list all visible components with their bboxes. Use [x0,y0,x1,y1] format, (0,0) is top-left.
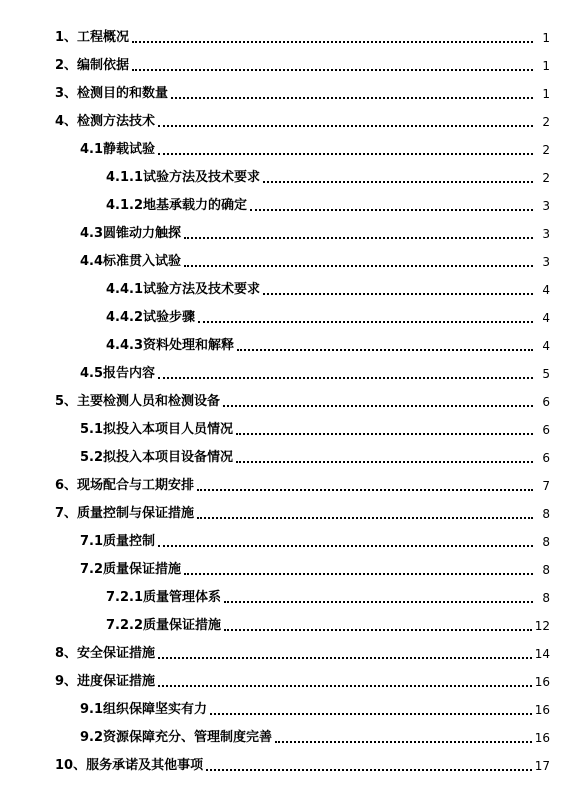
toc-entry-number: 6、 [55,478,78,493]
dot-leader [158,685,532,687]
dot-leader [184,265,533,267]
toc-entry-title: 试验方法及技术要求 [143,170,261,185]
toc-entry-title: 编制依据 [77,58,130,73]
toc-entry[interactable] [80,560,550,580]
toc-entry-number: 1、 [55,30,78,45]
toc-entry-number: 7.1 [80,534,104,549]
toc-entry-page: 1 [542,31,550,45]
toc-entry-number: 4、 [55,114,78,129]
toc-entry[interactable] [80,532,550,552]
dot-leader [210,713,532,715]
toc-entry-title: 标准贯入试验 [103,254,182,269]
toc-entry-title: 组织保障坚实有力 [103,702,208,717]
toc-entry[interactable] [80,364,550,384]
dot-leader [224,629,532,631]
toc-entry-title: 主要检测人员和检测设备 [77,394,221,409]
toc-entry-number: 4.4.2 [106,310,144,325]
toc-entry[interactable] [55,56,550,76]
toc-entry-title: 质量管理体系 [143,590,222,605]
toc-entry-title: 现场配合与工期安排 [77,478,195,493]
toc-entry-number: 5.2 [80,450,104,465]
toc-entry-number: 5.1 [80,422,104,437]
toc-entry-page: 7 [542,479,550,493]
toc-entry[interactable] [106,336,550,356]
toc-entry-number: 2、 [55,58,78,73]
toc-entry-page: 4 [542,311,550,325]
toc-entry-page: 2 [542,115,550,129]
toc-entry-page: 5 [542,367,550,381]
toc-entry-number: 9.1 [80,702,104,717]
toc-entry-number: 10、 [55,758,87,773]
toc-entry[interactable] [55,756,550,776]
toc-entry-number: 7、 [55,506,78,521]
toc-entry-number: 4.1.1 [106,170,144,185]
toc-entry-page: 17 [534,759,550,773]
toc-entry-title: 进度保证措施 [77,674,156,689]
toc-entry-page: 2 [542,171,550,185]
toc-entry-title: 工程概况 [77,30,130,45]
toc-entry-title: 质量控制与保证措施 [77,506,195,521]
toc-entry-number: 4.4 [80,254,104,269]
toc-entry[interactable] [80,700,550,720]
toc-entry-page: 8 [542,563,550,577]
toc-entry[interactable] [55,476,550,496]
toc-entry-title: 质量控制 [103,534,156,549]
toc-entry-page: 8 [542,535,550,549]
toc-entry[interactable] [106,168,550,188]
toc-entry-title: 资料处理和解释 [143,338,235,353]
toc-entry[interactable] [80,224,550,244]
toc-entry-number: 7.2.1 [106,590,144,605]
dot-leader [158,153,533,155]
toc-entry-page: 8 [542,507,550,521]
dot-leader [132,69,533,71]
dot-leader [263,181,533,183]
toc-entry-number: 4.5 [80,366,104,381]
toc-entry-number: 3、 [55,86,78,101]
toc-entry-title: 拟投入本项目人员情况 [103,422,234,437]
toc-entry-page: 6 [542,451,550,465]
dot-leader [158,545,533,547]
toc-entry-number: 8、 [55,646,78,661]
toc-entry[interactable] [106,196,550,216]
dot-leader [184,573,533,575]
toc-entry-number: 4.1 [80,142,104,157]
dot-leader [275,741,532,743]
toc-entry-title: 质量保证措施 [143,618,222,633]
toc-entry-title: 试验步骤 [143,310,196,325]
toc-entry-number: 4.4.1 [106,282,144,297]
toc-entry-page: 14 [534,647,550,661]
toc-entry-number: 9、 [55,674,78,689]
toc-entry[interactable] [106,280,550,300]
dot-leader [250,209,533,211]
toc-entry[interactable] [55,28,550,48]
dot-leader [158,125,533,127]
toc-entry[interactable] [80,252,550,272]
toc-entry-page: 4 [542,339,550,353]
dot-leader [198,321,533,323]
toc-entry-number: 4.4.3 [106,338,144,353]
toc-entry[interactable] [80,420,550,440]
dot-leader [224,601,533,603]
toc-entry-page: 12 [534,619,550,633]
dot-leader [197,517,533,519]
dot-leader [158,657,532,659]
toc-entry-page: 1 [542,59,550,73]
toc-entry-page: 4 [542,283,550,297]
toc-entry-number: 7.2 [80,562,104,577]
toc-entry-title: 地基承载力的确定 [143,198,248,213]
dot-leader [263,293,533,295]
toc-entry[interactable] [55,672,550,692]
dot-leader [236,461,533,463]
dot-leader [158,377,533,379]
dot-leader [171,97,533,99]
toc-entry[interactable] [106,308,550,328]
toc-entry-page: 2 [542,143,550,157]
toc-entry-number: 4.1.2 [106,198,144,213]
toc-entry-title: 服务承诺及其他事项 [86,758,204,773]
dot-leader [197,489,533,491]
toc-entry-title: 安全保证措施 [77,646,156,661]
toc-entry[interactable] [55,644,550,664]
toc-entry-page: 16 [534,675,550,689]
dot-leader [236,433,533,435]
toc-entry-page: 16 [534,703,550,717]
toc-entry[interactable] [80,728,550,748]
toc-entry-page: 8 [542,591,550,605]
toc-entry-page: 1 [542,87,550,101]
toc-entry-page: 3 [542,227,550,241]
toc-entry-title: 检测目的和数量 [77,86,169,101]
toc-entry-number: 5、 [55,394,78,409]
toc-entry-title: 试验方法及技术要求 [143,282,261,297]
toc-entry[interactable] [55,84,550,104]
toc-entry[interactable] [80,140,550,160]
toc-entry-title: 报告内容 [103,366,156,381]
dot-leader [237,349,533,351]
toc-entry[interactable] [55,112,550,132]
toc-entry-page: 3 [542,255,550,269]
toc-entry-page: 6 [542,395,550,409]
toc-entry-number: 4.3 [80,226,104,241]
dot-leader [132,41,533,43]
toc-entry[interactable] [55,392,550,412]
toc-entry-page: 6 [542,423,550,437]
toc-entry-title: 拟投入本项目设备情况 [103,450,234,465]
toc-entry-number: 9.2 [80,730,104,745]
dot-leader [184,237,533,239]
toc-entry-title: 圆锥动力触探 [103,226,182,241]
toc-entry-page: 3 [542,199,550,213]
toc-entry[interactable] [80,448,550,468]
toc-entry-page: 16 [534,731,550,745]
dot-leader [206,769,532,771]
toc-entry[interactable] [106,588,550,608]
toc-entry-title: 检测方法技术 [77,114,156,129]
toc-entry-title: 质量保证措施 [103,562,182,577]
toc-entry-number: 7.2.2 [106,618,144,633]
toc-entry-title: 资源保障充分、管理制度完善 [103,730,273,745]
toc-entry-title: 静载试验 [103,142,156,157]
dot-leader [223,405,533,407]
toc-entry[interactable] [55,504,550,524]
toc-entry[interactable] [106,616,550,636]
